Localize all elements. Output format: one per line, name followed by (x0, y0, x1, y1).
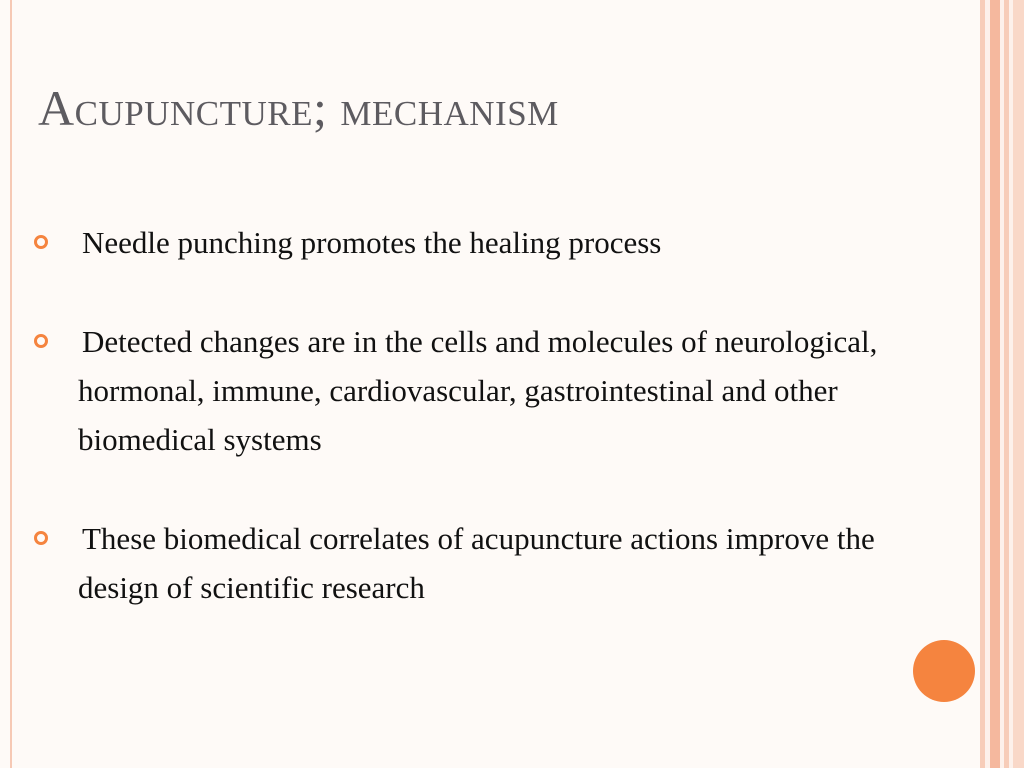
right-stripe-2 (990, 0, 1000, 768)
bullet-circle-icon (34, 531, 48, 545)
right-stripe-4 (1013, 0, 1024, 768)
bullet-item (30, 514, 950, 612)
bullet-circle-icon (34, 334, 48, 348)
bullet-text: These biomedical correlates of acupuncture actions improve the design of scientific research (78, 521, 875, 605)
bullet-list (30, 218, 950, 612)
orange-circle-icon (913, 640, 975, 702)
left-border-line (10, 0, 12, 768)
bullet-text: Needle punching promotes the healing process (82, 225, 662, 260)
slide-title: Acupuncture; mechanism (38, 80, 559, 136)
bullet-item (30, 218, 950, 267)
bullet-circle-icon (34, 235, 48, 249)
bullet-item (30, 317, 950, 464)
bullet-text: Detected changes are in the cells and molecules of neurological, hormonal, immune, cardiovascular, gastrointestinal and other biomedical systems (78, 324, 878, 457)
